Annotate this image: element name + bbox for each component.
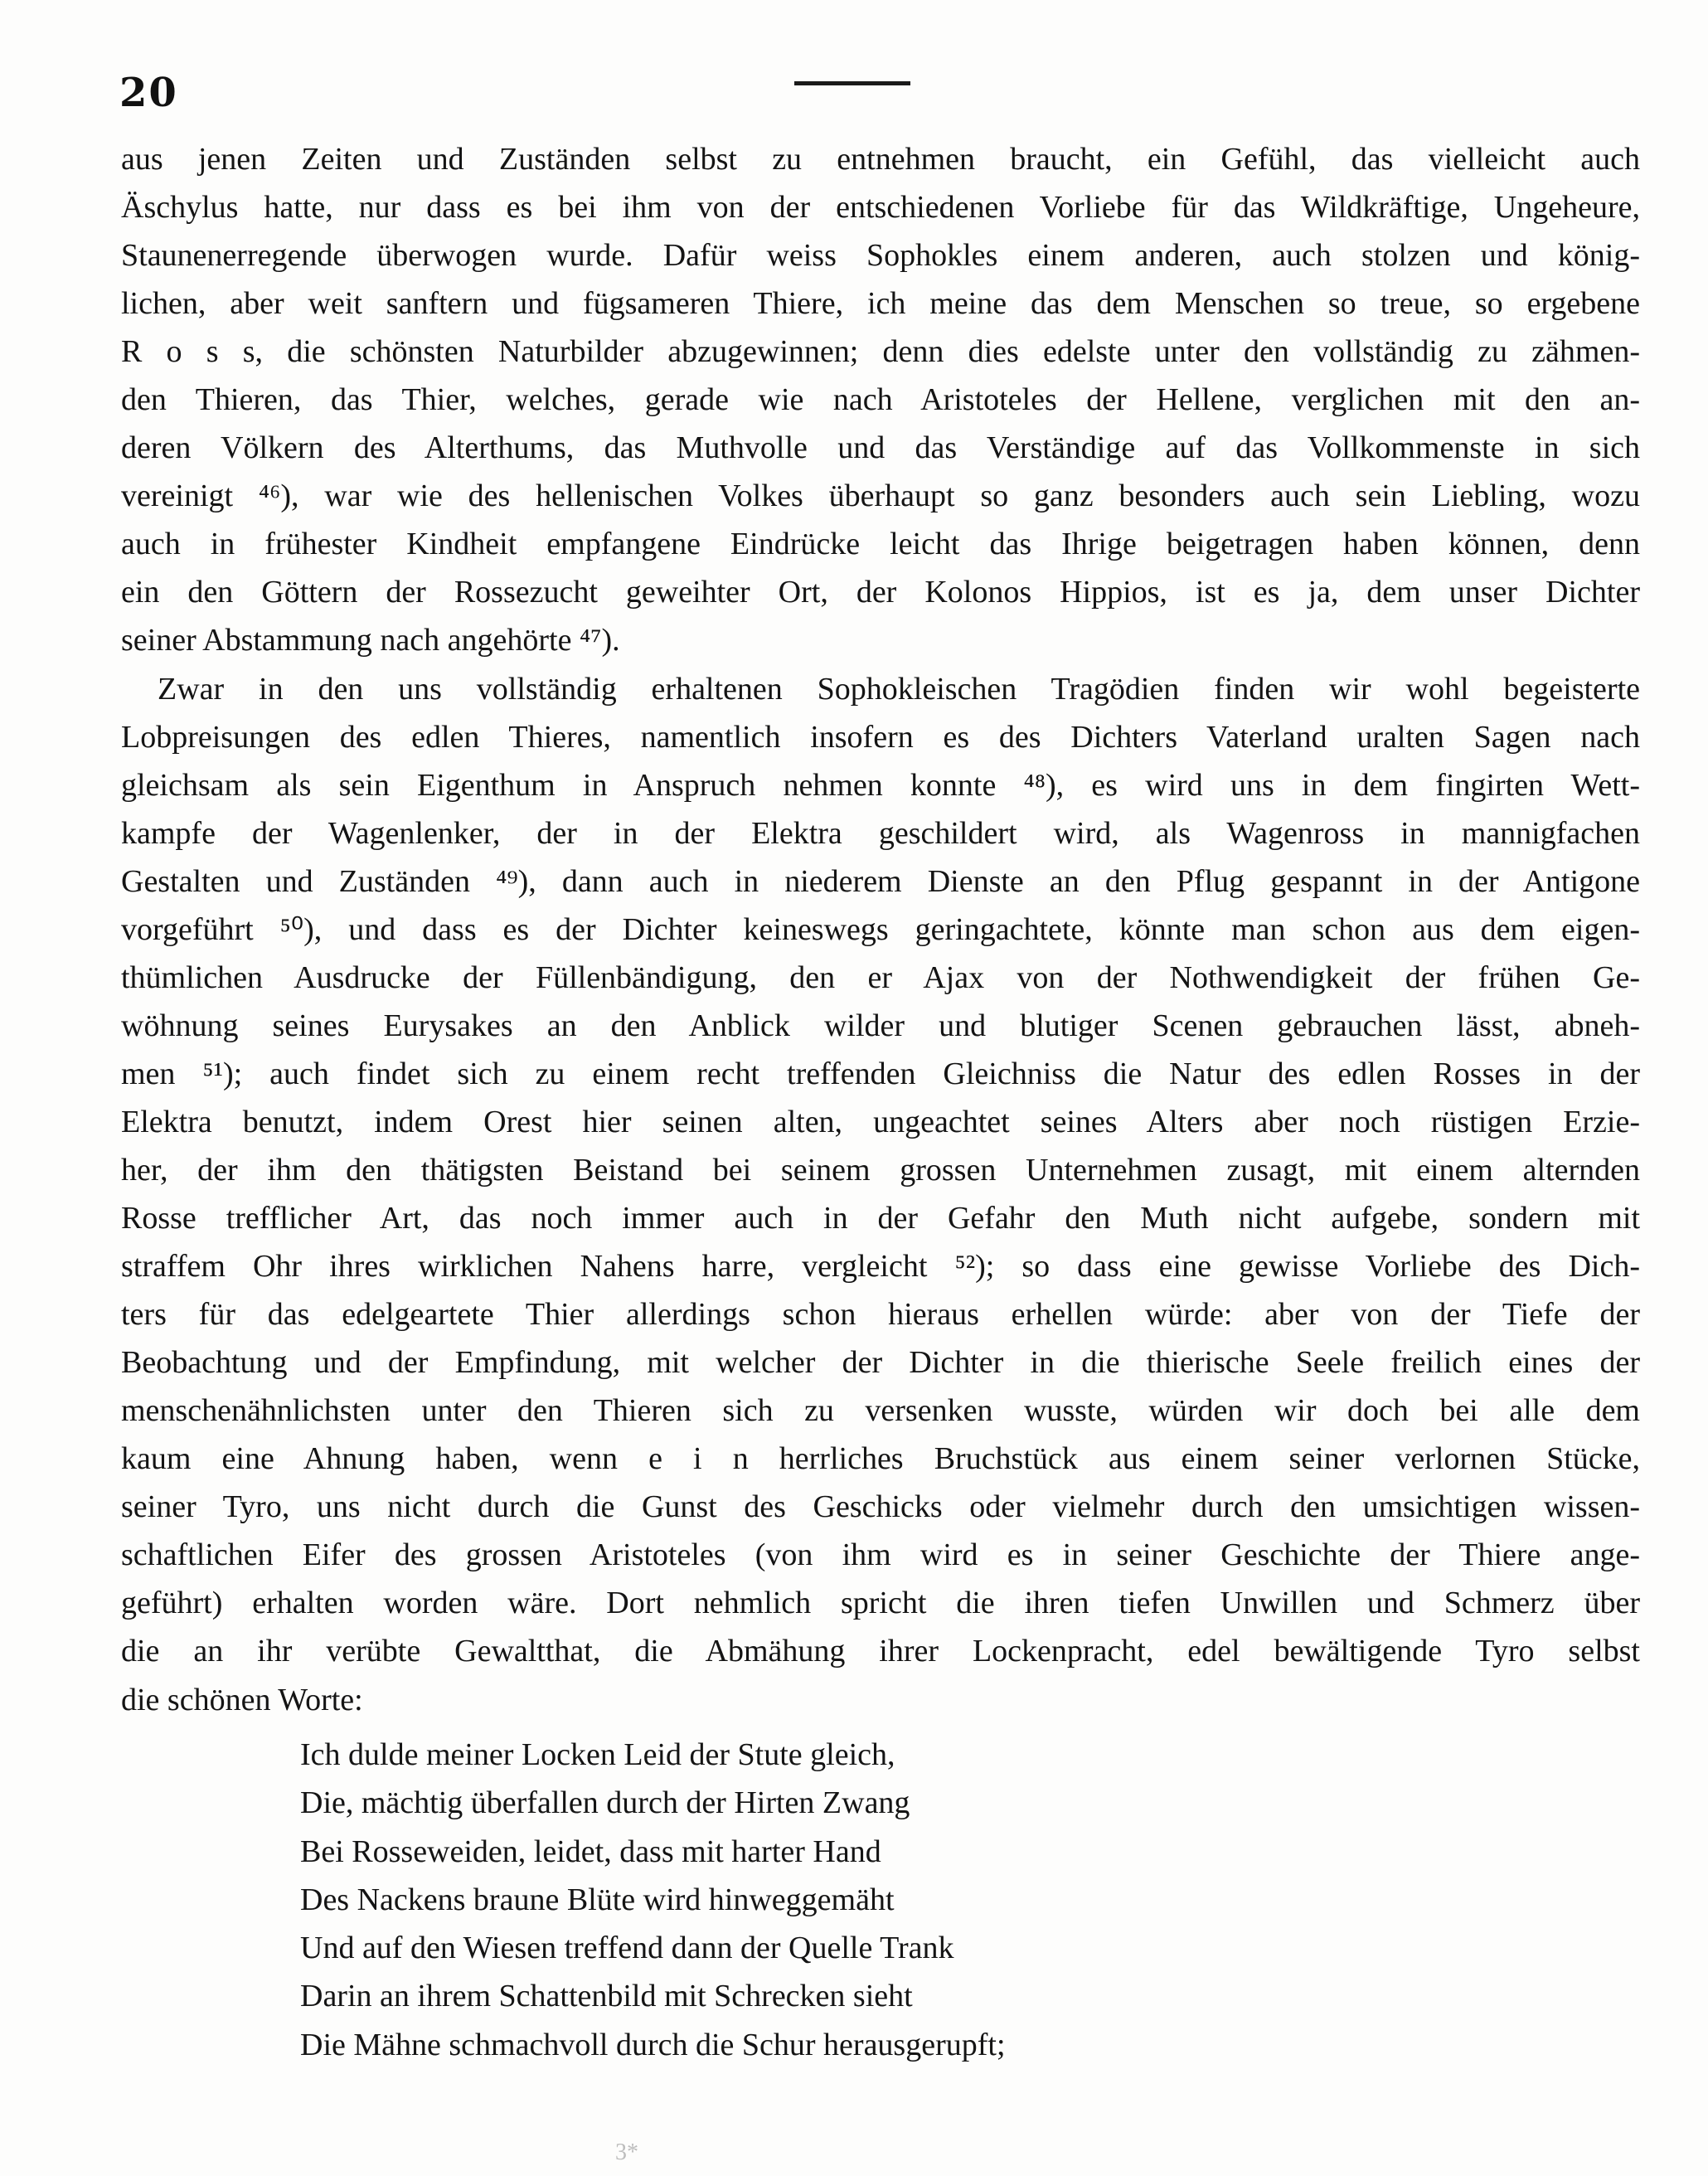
text-line: den Thieren, das Thier, welches, gerade wie nach Aristoteles der Hellene, verglichen mit den an- — [121, 382, 1640, 418]
text-line: aus jenen Zeiten und Zuständen selbst zu entnehmen braucht, ein Gefühl, das vielleicht auch — [121, 142, 1640, 177]
text-line: auch in frühester Kindheit empfangene Eindrücke leicht das Ihrige beigetragen haben können, denn — [121, 527, 1640, 562]
text-line: thümlichen Ausdrucke der Füllenbändigung, den er Ajax von der Nothwendigkeit der frühen Ge- — [121, 959, 1640, 995]
text-line: seiner Tyro, uns nicht durch die Gunst des Geschicks oder vielmehr durch den umsichtigen wissen- — [121, 1489, 1640, 1525]
text-line: Zwar in den uns vollständig erhaltenen Sophokleischen Tragödien finden wir wohl begeisterte — [158, 671, 1640, 707]
verse-line: Des Nackens braune Blüte wird hinweggemäht — [300, 1882, 895, 1917]
text-line: kampfe der Wagenlenker, der in der Elektra geschildert wird, als Wagenross in mannigfachen — [121, 815, 1640, 851]
text-line: Beobachtung und der Empfindung, mit welcher der Dichter in die thierische Seele freilich eines der — [121, 1345, 1640, 1381]
text-line: vorgeführt ⁵⁰), und dass es der Dichter keineswegs geringachtete, könnte man schon aus dem eigen- — [121, 911, 1640, 947]
verse-line: Bei Rosseweiden, leidet, dass mit harter Hand — [300, 1834, 881, 1869]
text-line: Staunenerregende überwogen wurde. Dafür weiss Sophokles einem anderen, auch stolzen und könig- — [121, 238, 1640, 274]
text-line: her, der ihm den thätigsten Beistand bei seinem grossen Unternehmen zusagt, mit einem alternden — [121, 1152, 1640, 1188]
text-line: die schönen Worte: — [121, 1682, 363, 1717]
text-line: lichen, aber weit sanftern und fügsameren Thiere, ich meine das dem Menschen so treue, so ergebene — [121, 286, 1640, 322]
text-line: gleichsam als sein Eigenthum in Anspruch nehmen konnte ⁴⁸), es wird uns in dem fingirten Wett- — [121, 767, 1640, 803]
verse-line: Die Mähne schmachvoll durch die Schur herausgerupft; — [300, 2027, 1006, 2062]
signature-mark: 3* — [615, 2140, 638, 2165]
text-line: kaum eine Ahnung haben, wenn e i n herrliches Bruchstück aus einem seiner verlornen Stücke, — [121, 1441, 1640, 1477]
text-line: seiner Abstammung nach angehörte ⁴⁷). — [121, 623, 620, 658]
page-number: 20 — [119, 70, 178, 116]
text-line: Rosse trefflicher Art, das noch immer auch in der Gefahr den Muth nicht aufgebe, sondern mit — [121, 1201, 1640, 1236]
text-line: menschenähnlichsten unter den Thieren sich zu versenken wusste, würden wir doch bei alle dem — [121, 1393, 1640, 1429]
text-line: men ⁵¹); auch findet sich zu einem recht treffenden Gleichniss die Natur des edlen Rosses in der — [121, 1056, 1640, 1091]
verse-line: Ich dulde meiner Locken Leid der Stute gleich, — [300, 1737, 895, 1772]
text-line: geführt) erhalten worden wäre. Dort nehmlich spricht die ihren tiefen Unwillen und Schmerz über — [121, 1586, 1640, 1621]
text-line: vereinigt ⁴⁶), war wie des hellenischen Volkes überhaupt so ganz besonders auch sein Liebling, wozu — [121, 478, 1640, 514]
text-line: Lobpreisungen des edlen Thieres, namentlich insofern es des Dichters Vaterland uralten Sagen nach — [121, 719, 1640, 755]
verse-line: Und auf den Wiesen treffend dann der Quelle Trank — [300, 1931, 954, 1966]
verse-line: Die, mächtig überfallen durch der Hirten Zwang — [300, 1785, 910, 1821]
text-line: Äschylus hatte, nur dass es bei ihm von der entschiedenen Vorliebe für das Wildkräftige, Ungeheure, — [121, 190, 1640, 226]
text-line: Elektra benutzt, indem Orest hier seinen alten, ungeachtet seines Alters aber noch rüstigen Erzie- — [121, 1104, 1640, 1139]
text-line: deren Völkern des Alterthums, das Muthvolle und das Verständige auf das Vollkommenste in sich — [121, 430, 1640, 466]
text-line: R o s s, die schönsten Naturbilder abzugewinnen; denn dies edelste unter den vollständig zu zähmen- — [121, 334, 1640, 370]
text-line: schaftlichen Eifer des grossen Aristoteles (von ihm wird es in seiner Geschichte der Thiere ange- — [121, 1537, 1640, 1573]
header-rule — [794, 81, 910, 85]
text-line: die an ihr verübte Gewaltthat, die Abmähung ihrer Lockenpracht, edel bewältigende Tyro selbst — [121, 1634, 1640, 1669]
text-line: ters für das edelgeartete Thier allerdings schon hieraus erhellen würde: aber von der Tiefe der — [121, 1297, 1640, 1333]
verse-line: Darin an ihrem Schattenbild mit Schrecken sieht — [300, 1979, 913, 2014]
text-line: Gestalten und Zuständen ⁴⁹), dann auch in niederem Dienste an den Pflug gespannt in der Antigone — [121, 863, 1640, 899]
body-text — [121, 135, 1640, 1724]
text-line: wöhnung seines Eurysakes an den Anblick wilder und blutiger Scenen gebrauchen lässt, abneh- — [121, 1008, 1640, 1043]
text-line: ein den Göttern der Rossezucht geweihter Ort, der Kolonos Hippios, ist es ja, dem unser Dichter — [121, 575, 1640, 610]
text-line: straffem Ohr ihres wirklichen Nahens harre, vergleicht ⁵²); so dass eine gewisse Vorliebe des Dich- — [121, 1249, 1640, 1285]
verse-quotation — [300, 1731, 1378, 2069]
